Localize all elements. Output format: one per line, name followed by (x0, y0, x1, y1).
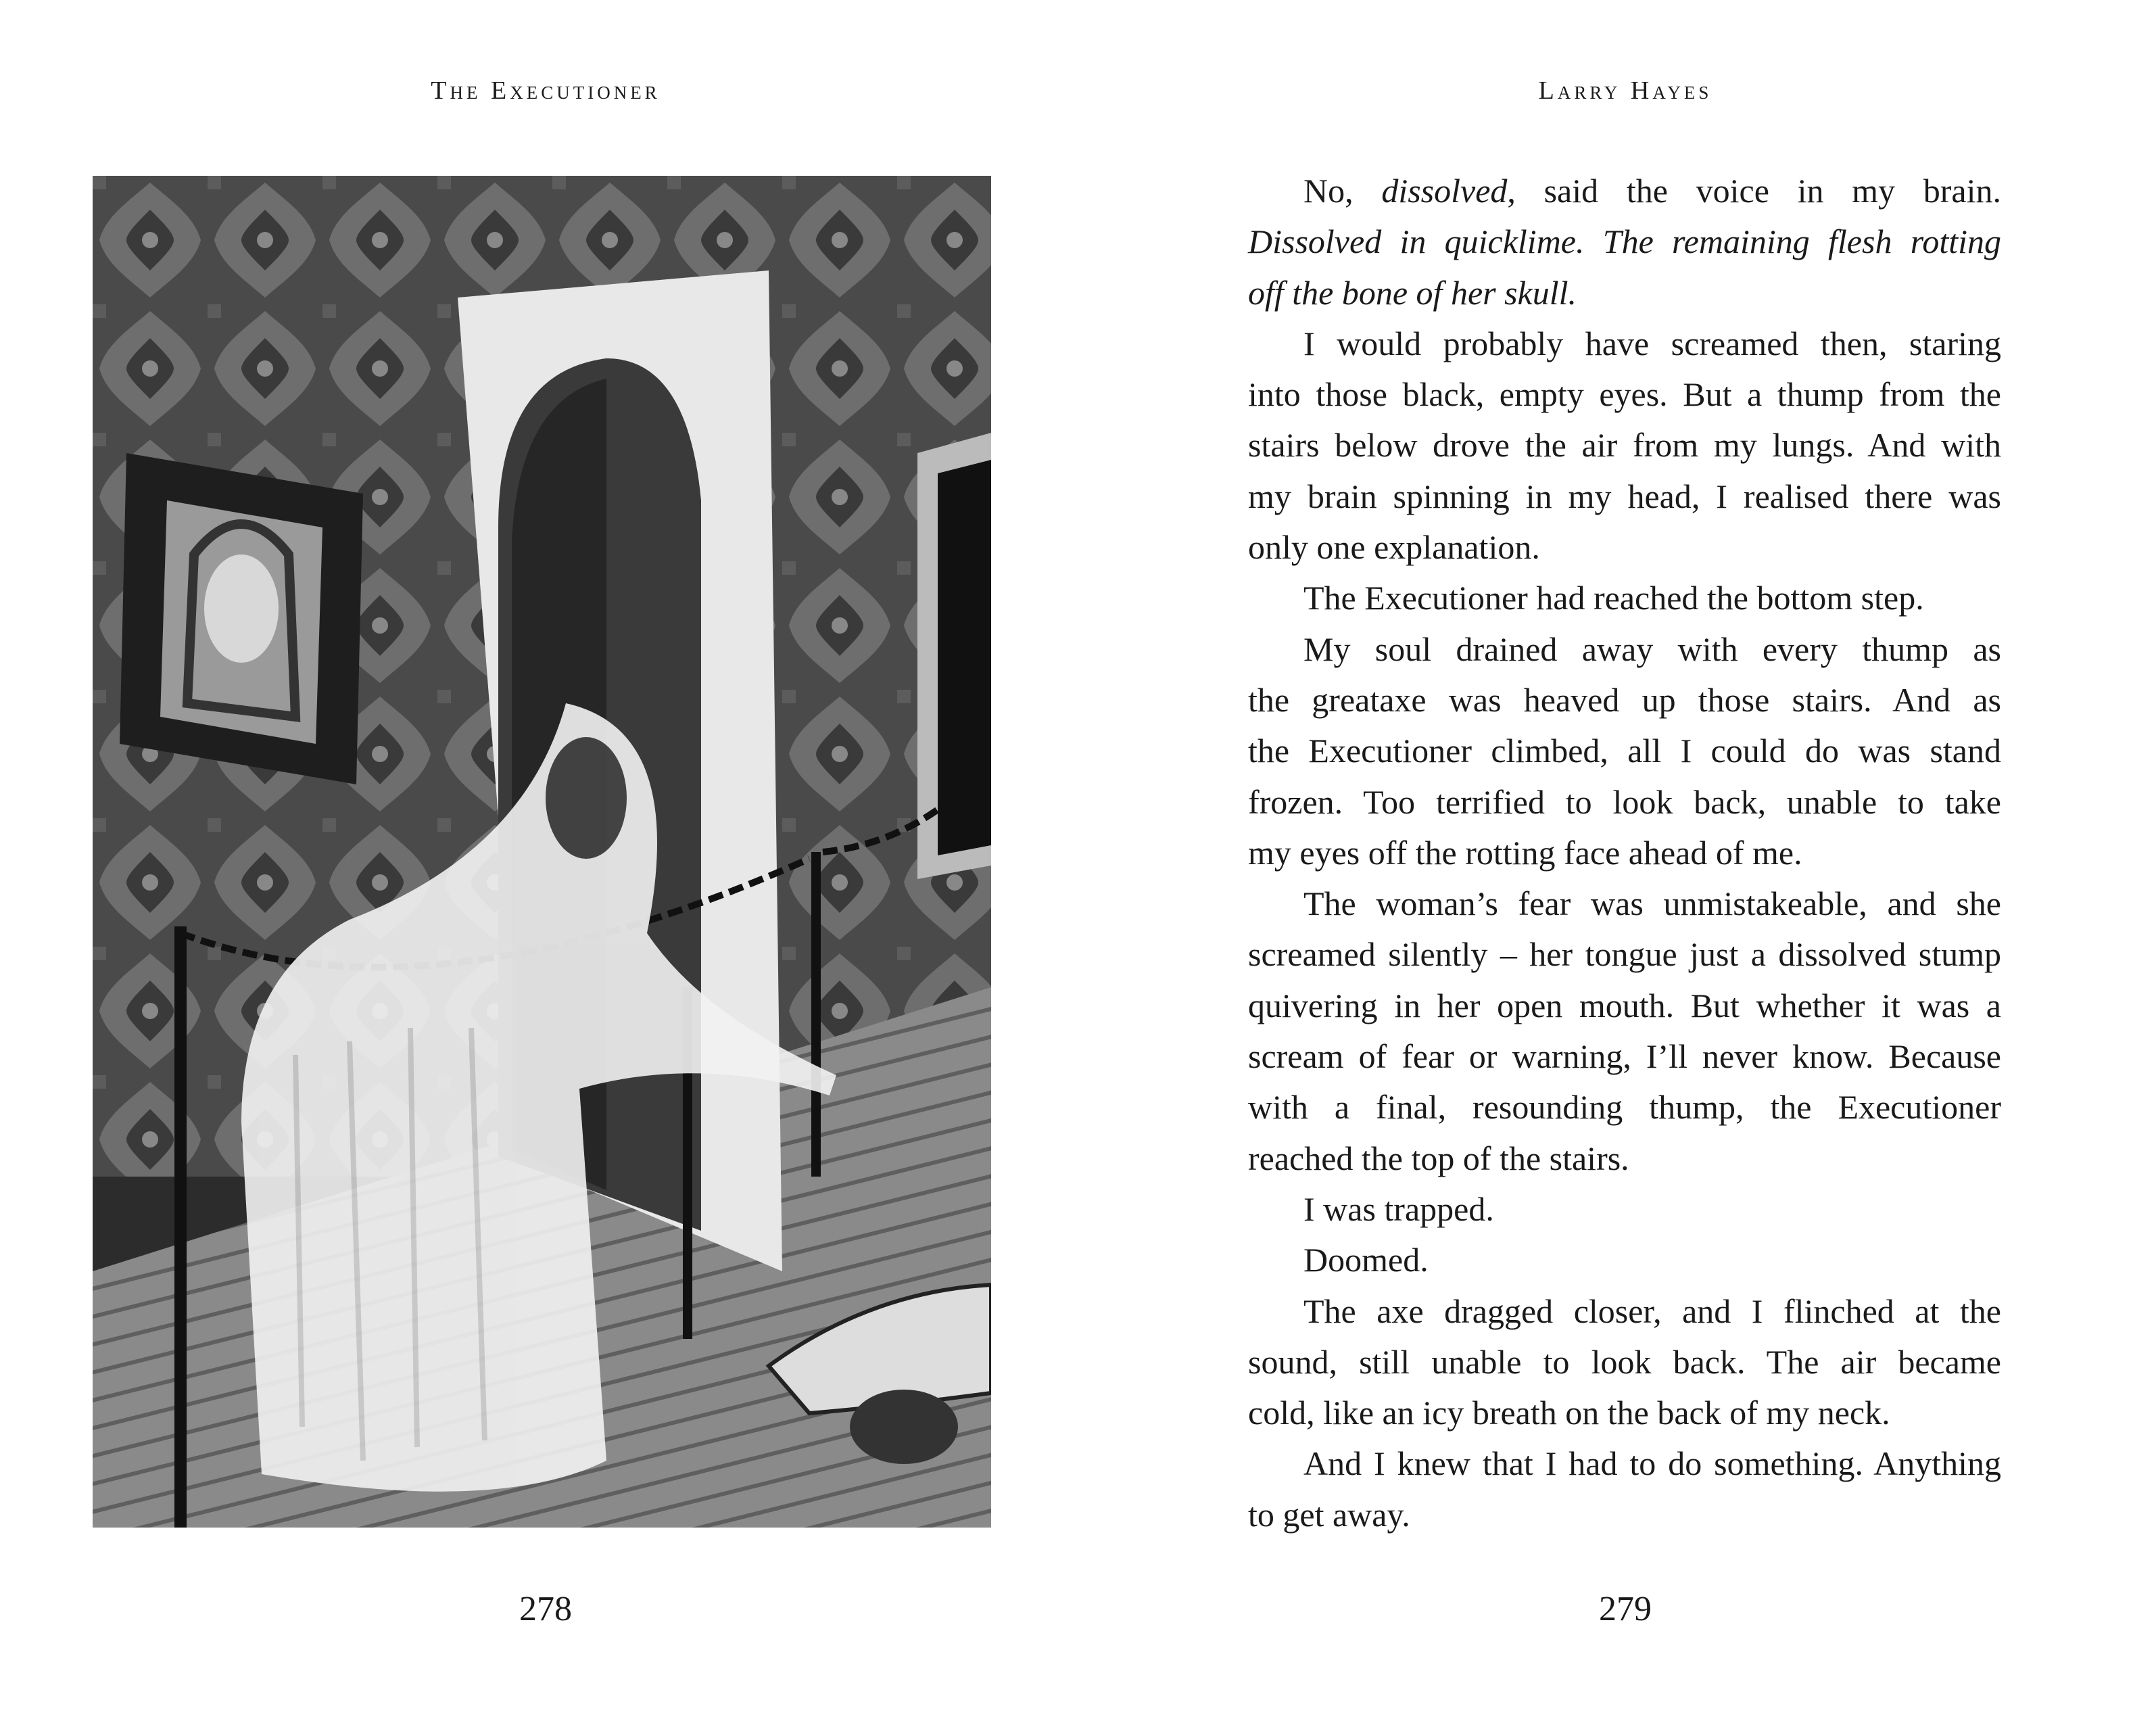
text-line (1248, 318, 2001, 369)
text-run: only one explanation. (1248, 528, 1540, 567)
italic-text: dissolved (1381, 172, 1508, 210)
page-number-right: 279 (1599, 1590, 1652, 1628)
text-line (1248, 268, 2001, 318)
text-run: to get away. (1248, 1495, 1410, 1534)
text-line (1248, 1184, 2001, 1235)
text-run: screamed silently – her tongue just a dissolved stump (1248, 935, 2001, 974)
text-run: frozen. Too terrified to look back, unable to take (1248, 782, 2001, 821)
running-head-left: The Executioner (431, 76, 661, 105)
text-line (1248, 777, 2001, 828)
text-line (1248, 1388, 2001, 1438)
page-number-left: 278 (519, 1590, 572, 1628)
text-run: reached the top of the stairs. (1248, 1139, 1629, 1177)
text-run: with a final, resounding thump, the Executioner (1248, 1088, 2001, 1127)
text-line (1248, 1235, 2001, 1285)
text-run: The Executioner had reached the bottom step. (1303, 579, 1924, 617)
text-line (1248, 1082, 2001, 1133)
text-run: the Executioner climbed, all I could do was stand (1248, 732, 2001, 770)
text-line (1248, 675, 2001, 726)
text-line (1248, 1286, 2001, 1337)
text-line (1248, 166, 2001, 216)
text-line (1248, 216, 2001, 267)
text-run: the greataxe was heaved up those stairs. And as (1248, 680, 2001, 719)
text-run: The woman’s fear was unmistakeable, and she (1303, 884, 2001, 923)
text-line (1248, 420, 2001, 471)
text-line (1248, 471, 2001, 522)
text-line (1248, 878, 2001, 929)
text-line (1248, 1490, 2001, 1540)
running-head-right: Larry Hayes (1538, 76, 1712, 105)
text-run: Doomed. (1303, 1241, 1429, 1279)
text-run: , said the voice in my brain. (1507, 172, 2002, 210)
italic-text: Dissolved in quicklime. The remaining flesh rotting (1248, 222, 2001, 261)
text-line (1248, 929, 2001, 980)
text-line (1248, 369, 2001, 420)
text-line (1248, 1133, 2001, 1184)
text-run: I was trapped. (1303, 1189, 1494, 1228)
text-run: quivering in her open mouth. But whether it was a (1248, 986, 2001, 1024)
text-run: sound, still unable to look back. The air became (1248, 1342, 2001, 1381)
text-run: I would probably have screamed then, staring (1303, 324, 2001, 362)
text-run: And I knew that I had to do something. Anything (1303, 1444, 2001, 1483)
portrait-frame (120, 453, 363, 784)
text-run: stairs below drove the air from my lungs. And with (1248, 426, 2001, 465)
text-run: scream of fear or warning, I’ll never know. Because (1248, 1037, 2001, 1076)
text-line (1248, 726, 2001, 776)
text-run: into those black, empty eyes. But a thump from the (1248, 375, 2001, 414)
text-run: No, (1303, 172, 1382, 210)
text-line (1248, 1031, 2001, 1082)
text-line (1248, 980, 2001, 1031)
text-line (1248, 522, 2001, 573)
text-line (1248, 1438, 2001, 1489)
text-line (1248, 828, 2001, 878)
text-run: cold, like an icy breath on the back of my neck. (1248, 1394, 1890, 1432)
body-text (1248, 166, 2001, 1540)
illustration-ghost (93, 176, 991, 1528)
text-line (1248, 573, 2001, 623)
text-line (1248, 624, 2001, 675)
text-line (1248, 1337, 2001, 1388)
text-run: my eyes off the rotting face ahead of me. (1248, 833, 1802, 872)
text-run: My soul drained away with every thump as (1303, 630, 2001, 668)
text-run: The axe dragged closer, and I flinched at the (1303, 1292, 2001, 1330)
italic-text: off the bone of her skull. (1248, 273, 1577, 312)
text-run: my brain spinning in my head, I realised there was (1248, 477, 2001, 515)
